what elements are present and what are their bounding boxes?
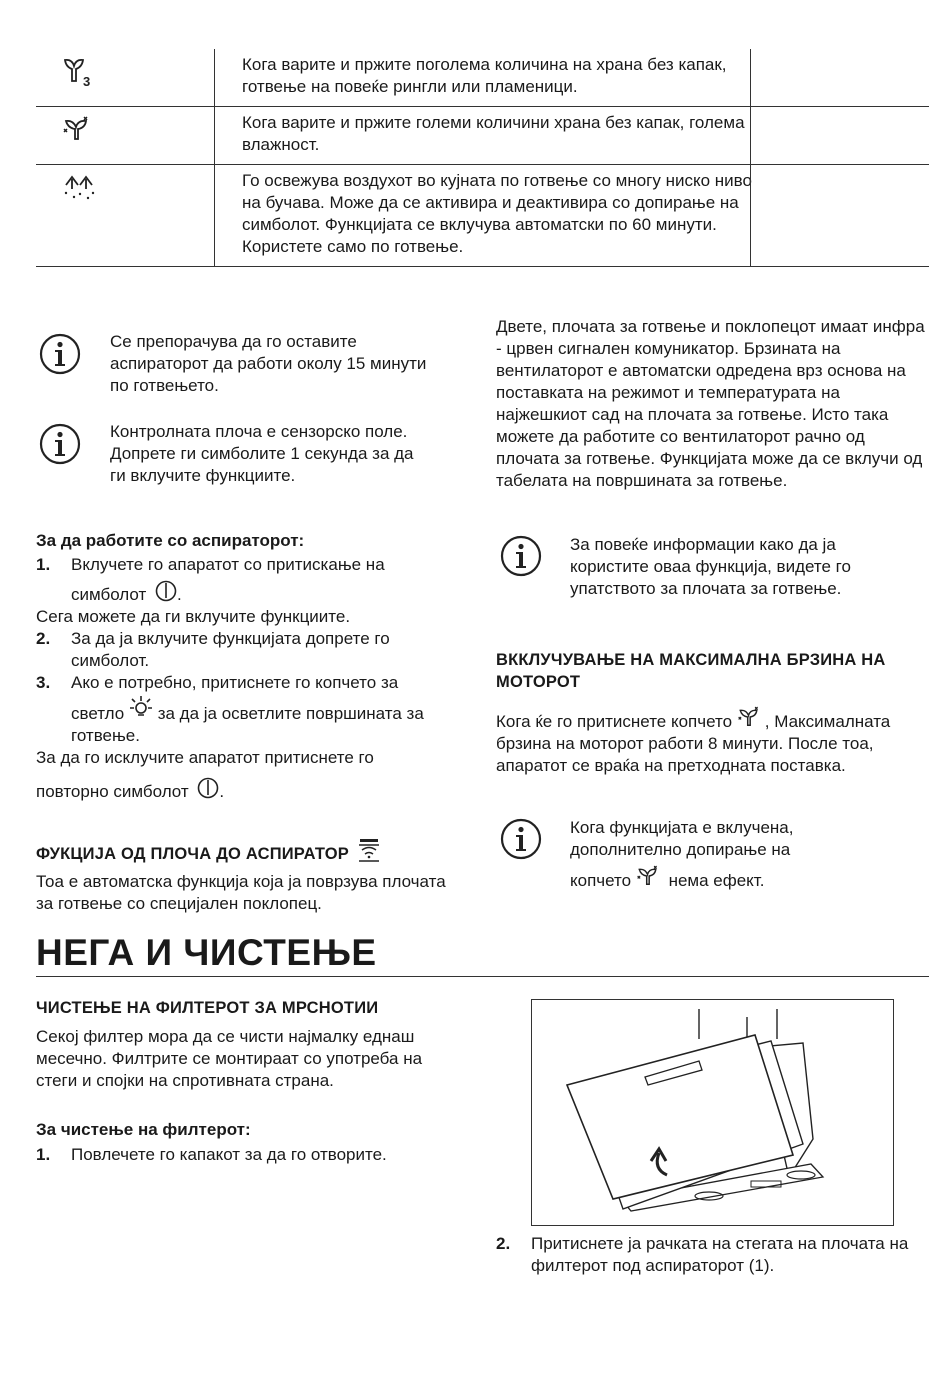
step-note: За да го исклучите апаратот притиснете го xyxy=(36,748,374,767)
list-item xyxy=(36,1144,466,1166)
filter-heading: ЧИСТЕЊЕ НА ФИЛТЕРОТ ЗА МРСНОТИИ xyxy=(36,999,379,1017)
breeze-mode-icon xyxy=(62,173,98,203)
max-speed-text xyxy=(496,705,916,777)
power-icon xyxy=(155,580,177,602)
fan-boost-icon xyxy=(62,115,96,143)
list-item xyxy=(36,628,466,672)
step-text: Притиснете ја рачката на стегата на плочата на филтерот под аспираторот (1). xyxy=(531,1234,909,1275)
fan-speed-3-icon xyxy=(62,57,96,87)
operate-heading: За да работите со аспираторот: xyxy=(36,531,305,550)
clean-heading: За чистење на филтерот: xyxy=(36,1120,251,1139)
info-note-c: нема ефект. xyxy=(668,871,765,890)
light-bulb-icon xyxy=(129,695,153,719)
step-note: Сега можете да ги вклучите функциите. xyxy=(36,607,351,626)
table-cell-text: Го освежува воздухот во кујната по готвење со многу ниско ниво на бучава. Може да се активира и деактивира со допирање на симболот. Функцијата се вклучува автоматски по 60 минути. Користете само по готвење. xyxy=(242,171,752,256)
list-item xyxy=(496,1233,936,1277)
step-number: 1. xyxy=(36,1145,51,1164)
step-text: Вклучете го апаратот со притискање на xyxy=(71,555,385,574)
table-icon-cell xyxy=(36,165,215,266)
step-number: 1. xyxy=(36,555,51,574)
section-title: НЕГА И ЧИСТЕЊЕ xyxy=(36,932,377,973)
table-divider xyxy=(750,165,751,266)
operate-steps: 1. Вклучете го апаратот со притискање на симболот . Сега можете да ги вклучите функциите. 2. За да ја вклучите функцијата допрете го симболот. 3. Ако е потребно, притиснете го копчето за светло за да ја осветлите површината за готвење. За да го исклучите апаратот притиснете го повторно симболот . xyxy=(36,554,466,803)
step-text: За да ја вклучите функцијата допрете го симболот. xyxy=(71,629,390,670)
step-text: Повлечете го капакот за да го отворите. xyxy=(71,1145,387,1164)
info-icon xyxy=(39,333,81,375)
hob-section xyxy=(36,838,476,865)
fan-boost-icon xyxy=(636,864,664,888)
hob-heading: ФУКЦИЈА ОД ПЛОЧА ДО АСПИРАТОР xyxy=(36,845,349,863)
hood-filter-illustration xyxy=(531,999,894,1226)
table-row xyxy=(36,49,929,107)
info-icon xyxy=(500,535,542,577)
fan-boost-icon xyxy=(737,705,765,729)
table-icon-cell xyxy=(36,49,215,106)
table-row xyxy=(36,165,929,267)
step-text: симболот xyxy=(71,585,147,604)
step-text: Ако е потребно, притиснете го копчето за xyxy=(71,673,399,692)
hob-to-hood-icon xyxy=(357,838,381,862)
section-divider xyxy=(36,976,929,977)
table-cell-text: Кога варите и пржите поголема количина на храна без капак, готвење на повеќе рингли или пламеници. xyxy=(242,55,727,96)
table-divider xyxy=(750,49,751,106)
table-row xyxy=(36,107,929,165)
max-speed-heading: ВККЛУЧУВАЊЕ НА МАКСИМАЛНА БРЗИНА НА МОТОРОТ xyxy=(496,651,886,691)
info-note xyxy=(570,817,900,892)
function-table xyxy=(36,49,929,267)
table-cell-text: Кога варите и пржите големи количини храна без капак, голема влажност. xyxy=(242,113,745,154)
step-number: 3. xyxy=(36,673,51,692)
info-note-a: Кога функцијата е вклучена, дополнително допирање на xyxy=(570,818,794,859)
max-speed-text-a: Кога ќе го притиснете копчето xyxy=(496,712,733,731)
step-text: за да ја осветлите површината за готвење. xyxy=(71,704,424,745)
power-icon xyxy=(197,777,219,799)
max-speed-text-b: , Максималната брзина на моторот работи 8 минути. После тоа, апаратот се враќа на претходната поставка. xyxy=(496,712,891,775)
step-number: 2. xyxy=(496,1234,511,1253)
hob-text: Тоа е автоматска функција која ја поврзува плочата за готвење со специјален поклопец. xyxy=(36,872,446,913)
table-divider xyxy=(750,107,751,164)
info-note-b: копчето xyxy=(570,871,632,890)
hob-description: Двете, плочата за готвење и поклопецот имаат инфра - црвен сигнален комуникатор. Брзината на вентилаторот е автоматски одредена врз основа на поставката на режимот и температурата на најжешкиот сад на плочата за готвење. Исто така можете да работите со вентилаторот рачно од плочата за готвење. Функцијата може да се вклучи од табелата на површината за готвење. xyxy=(496,317,925,490)
info-note: Контролната плоча е сензорско поле. Допрете ги симболите 1 секунда за да ги вклучите функциите. xyxy=(110,422,414,485)
table-icon-cell xyxy=(36,107,215,164)
info-icon xyxy=(500,818,542,860)
list-item: 1. Вклучете го апаратот со притискање на симболот . xyxy=(36,555,385,604)
step-text: светло xyxy=(71,704,125,723)
info-icon xyxy=(39,423,81,465)
info-note: За повеќе информации како да ја користите оваа функција, видете го упатството за плочата за готвење. xyxy=(570,535,851,598)
list-item xyxy=(36,672,466,747)
filter-text: Секој филтер мора да се чисти најмалку еднаш месечно. Филтрите се монтираат со употреба на стеги и спојки на спротивната страна. xyxy=(36,1027,423,1090)
step-text: повторно симболот xyxy=(36,782,189,801)
info-note: Се препорачува да го оставите аспираторот да работи околу 15 минути по готвењето. xyxy=(110,332,427,395)
svg-text:3: 3 xyxy=(83,74,91,87)
step-number: 2. xyxy=(36,629,51,648)
